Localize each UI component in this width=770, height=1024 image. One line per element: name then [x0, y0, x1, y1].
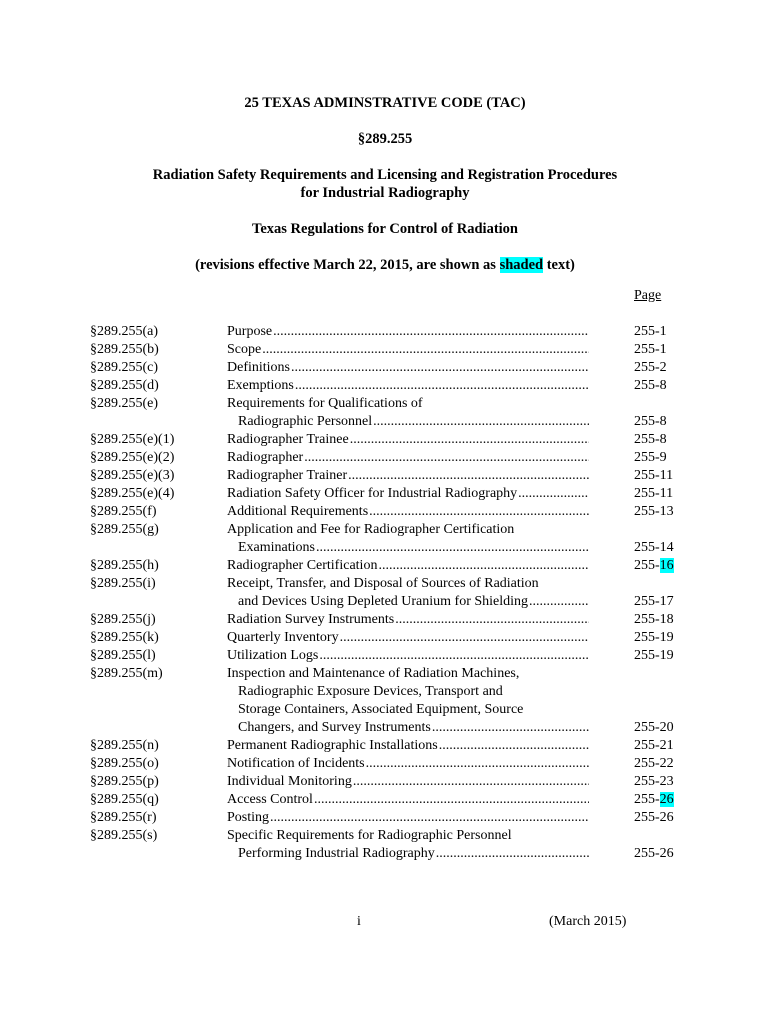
toc-page-number: 255-19 [634, 648, 674, 663]
toc-section-number: §289.255(c) [90, 360, 159, 375]
toc-title [227, 467, 589, 485]
toc-title-text: Storage Containers, Associated Equipment, Source [238, 702, 524, 717]
toc-section-number: §289.255(e) [90, 396, 159, 411]
toc-title-text: Notification of Incidents [227, 756, 365, 771]
toc-title [227, 665, 589, 683]
toc-row [0, 683, 770, 701]
toc-page-number: 255-17 [634, 594, 674, 609]
toc-leader-dots [262, 341, 589, 359]
toc-title [227, 809, 589, 827]
toc-page-number: 255-14 [634, 540, 674, 555]
toc-row [0, 539, 770, 557]
toc-section-number: §289.255(a) [90, 324, 159, 339]
toc-page-revised: 26 [659, 792, 674, 807]
toc-title-text: Purpose [227, 324, 273, 339]
section-number: §289.255 [357, 131, 413, 147]
toc-page-number: 255-26 [634, 810, 674, 825]
toc-row [0, 809, 770, 827]
toc-title-text: Examinations [238, 540, 315, 555]
toc-section-number: §289.255(r) [90, 810, 157, 825]
revision-note-end: text) [543, 257, 575, 273]
toc-section-number: §289.255(q) [90, 792, 159, 807]
toc-title [227, 611, 589, 629]
toc-leader-dots [529, 593, 589, 611]
regulations-title: Texas Regulations for Control of Radiation [252, 221, 518, 237]
toc-row [0, 593, 770, 611]
toc-page-number: 255-11 [634, 486, 674, 501]
toc-row [0, 791, 770, 809]
toc-leader-dots [518, 485, 589, 503]
toc-title-text: Posting [227, 810, 270, 825]
toc-leader-dots [319, 647, 589, 665]
toc-leader-dots [340, 629, 589, 647]
toc-title [238, 719, 589, 737]
toc-row [0, 827, 770, 845]
toc-leader-dots [350, 431, 589, 449]
toc-title-text: Radiographer [227, 450, 304, 465]
toc-leader-dots [378, 557, 589, 575]
toc-title-text: Utilization Logs [227, 648, 319, 663]
toc-leader-dots [348, 467, 589, 485]
toc-page-number: 255-1 [634, 342, 667, 357]
toc-title [227, 557, 589, 575]
toc-page-number: 255-18 [634, 612, 674, 627]
toc-page-revised: 16 [659, 558, 674, 573]
toc-leader-dots [432, 719, 589, 737]
toc-title [227, 323, 589, 341]
toc-leader-dots [270, 809, 589, 827]
toc-title [227, 359, 589, 377]
toc-page-number: 255-8 [634, 414, 667, 429]
toc-page-number: 255-23 [634, 774, 674, 789]
toc-title-text: Performing Industrial Radiography [238, 846, 435, 861]
toc-leader-dots [291, 359, 589, 377]
toc-title-text: Quarterly Inventory [227, 630, 339, 645]
toc-title-text: Definitions [227, 360, 290, 375]
toc-title [227, 521, 589, 539]
toc-title [227, 377, 589, 395]
toc-row [0, 467, 770, 485]
toc-title [238, 413, 589, 431]
toc-title [238, 683, 589, 701]
toc-row [0, 377, 770, 395]
toc-row [0, 323, 770, 341]
toc-section-number: §289.255(f) [90, 504, 157, 519]
toc-row [0, 359, 770, 377]
toc-title [227, 431, 589, 449]
footer-page-number: i [357, 914, 361, 929]
toc-leader-dots [373, 413, 589, 431]
toc-section-number: §289.255(h) [90, 558, 159, 573]
toc-leader-dots [273, 323, 589, 341]
toc-row [0, 431, 770, 449]
toc-section-number: §289.255(g) [90, 522, 159, 537]
toc-section-number: §289.255(e)(3) [90, 468, 175, 483]
toc-title [227, 629, 589, 647]
toc-row [0, 485, 770, 503]
footer-date: (March 2015) [549, 914, 627, 929]
toc-row [0, 665, 770, 683]
toc-leader-dots [304, 449, 589, 467]
toc-title [227, 575, 589, 593]
toc-section-number: §289.255(k) [90, 630, 159, 645]
code-title: 25 TEXAS ADMINSTRATIVE CODE (TAC) [244, 95, 526, 111]
toc-leader-dots [366, 755, 589, 773]
toc-title [238, 593, 589, 611]
rule-title-line2: for Industrial Radiography [300, 185, 470, 201]
toc-leader-dots [369, 503, 589, 521]
toc-section-number: §289.255(n) [90, 738, 159, 753]
toc-title-text: Requirements for Qualifications of [227, 396, 423, 411]
toc-title-text: Inspection and Maintenance of Radiation Machines, [227, 666, 520, 681]
toc-title-text: Radiographer Trainer [227, 468, 348, 483]
toc-row [0, 395, 770, 413]
rule-title-line1: Radiation Safety Requirements and Licensing and Registration Procedures [152, 167, 618, 183]
toc-title [227, 341, 589, 359]
toc-row [0, 755, 770, 773]
toc-leader-dots [314, 791, 589, 809]
shaded-sample: shaded [499, 257, 544, 273]
toc-section-number: §289.255(m) [90, 666, 163, 681]
toc-title-text: Scope [227, 342, 262, 357]
toc-row [0, 611, 770, 629]
toc-row [0, 719, 770, 737]
toc-page-prefix: 255- [634, 558, 660, 573]
toc-leader-dots [353, 773, 589, 791]
toc-title-text: Radiographic Personnel [238, 414, 373, 429]
toc-page-number: 255-26 [634, 846, 674, 861]
toc-section-number: §289.255(b) [90, 342, 159, 357]
toc-page-number: 255-11 [634, 468, 674, 483]
toc-row [0, 521, 770, 539]
toc-section-number: §289.255(j) [90, 612, 156, 627]
toc-page-number: 255-19 [634, 630, 674, 645]
toc-title-text: Permanent Radiographic Installations [227, 738, 438, 753]
toc-title-text: Access Control [227, 792, 313, 807]
toc-title [227, 737, 589, 755]
toc-section-number: §289.255(d) [90, 378, 159, 393]
toc-title-text: Changers, and Survey Instruments [238, 720, 431, 735]
toc-leader-dots [439, 737, 589, 755]
toc-leader-dots [436, 845, 589, 863]
toc-leader-dots [295, 377, 589, 395]
toc-page-number: 255-8 [634, 378, 667, 393]
toc-title [227, 755, 589, 773]
toc-title-text: Exemptions [227, 378, 294, 393]
toc-title-text: Specific Requirements for Radiographic Personnel [227, 828, 512, 843]
toc-section-number: §289.255(e)(1) [90, 432, 175, 447]
toc-row [0, 737, 770, 755]
page-column-header: Page [634, 288, 662, 303]
toc-row [0, 341, 770, 359]
toc-page-number: 255-2 [634, 360, 667, 375]
toc-page-number: 255-21 [634, 738, 674, 753]
toc-page-number: 255-13 [634, 504, 674, 519]
revision-note-start: (revisions effective March 22, 2015, are shown as [195, 257, 500, 273]
toc-title [227, 647, 589, 665]
toc-title-text: Additional Requirements [227, 504, 369, 519]
toc-title [227, 395, 589, 413]
toc-title [238, 539, 589, 557]
toc-section-number: §289.255(s) [90, 828, 158, 843]
toc-title-text: Application and Fee for Radiographer Certification [227, 522, 515, 537]
toc-row [0, 557, 770, 575]
revision-note [0, 256, 770, 274]
toc-row [0, 413, 770, 431]
toc-page-prefix: 255- [634, 792, 660, 807]
toc-title-text: Radiographer Certification [227, 558, 378, 573]
toc-title-text: Receipt, Transfer, and Disposal of Sources of Radiation [227, 576, 539, 591]
toc-row [0, 845, 770, 863]
toc-page-number: 255-8 [634, 432, 667, 447]
toc-title [238, 701, 589, 719]
toc-title [227, 449, 589, 467]
toc-page-number: 255-22 [634, 756, 674, 771]
toc-row [0, 773, 770, 791]
toc-title [227, 485, 589, 503]
toc-section-number: §289.255(o) [90, 756, 159, 771]
toc-leader-dots [316, 539, 589, 557]
toc-title [227, 827, 589, 845]
toc-section-number: §289.255(e)(4) [90, 486, 175, 501]
toc-page-number: 255-9 [634, 450, 667, 465]
toc-title [227, 791, 589, 809]
toc-title-text: Radiation Survey Instruments [227, 612, 395, 627]
toc-title [227, 773, 589, 791]
toc-row [0, 647, 770, 665]
toc-section-number: §289.255(p) [90, 774, 159, 789]
toc-row [0, 503, 770, 521]
toc-title [238, 845, 589, 863]
toc-row [0, 701, 770, 719]
toc-title-text: Radiographic Exposure Devices, Transport and [238, 684, 503, 699]
toc-title-text: Radiographer Trainee [227, 432, 349, 447]
toc-page-number: 255-20 [634, 720, 674, 735]
toc-row [0, 629, 770, 647]
toc-page-number: 255-1 [634, 324, 667, 339]
toc-page-number [634, 791, 674, 809]
toc-title [227, 503, 589, 521]
toc-section-number: §289.255(i) [90, 576, 156, 591]
toc-page-number [634, 557, 674, 575]
toc-row [0, 449, 770, 467]
toc-title-text: and Devices Using Depleted Uranium for Shielding [238, 594, 529, 609]
toc-row [0, 575, 770, 593]
toc-title-text: Individual Monitoring [227, 774, 352, 789]
toc-leader-dots [395, 611, 589, 629]
toc-section-number: §289.255(l) [90, 648, 156, 663]
toc-section-number: §289.255(e)(2) [90, 450, 175, 465]
toc-title-text: Radiation Safety Officer for Industrial Radiography [227, 486, 518, 501]
